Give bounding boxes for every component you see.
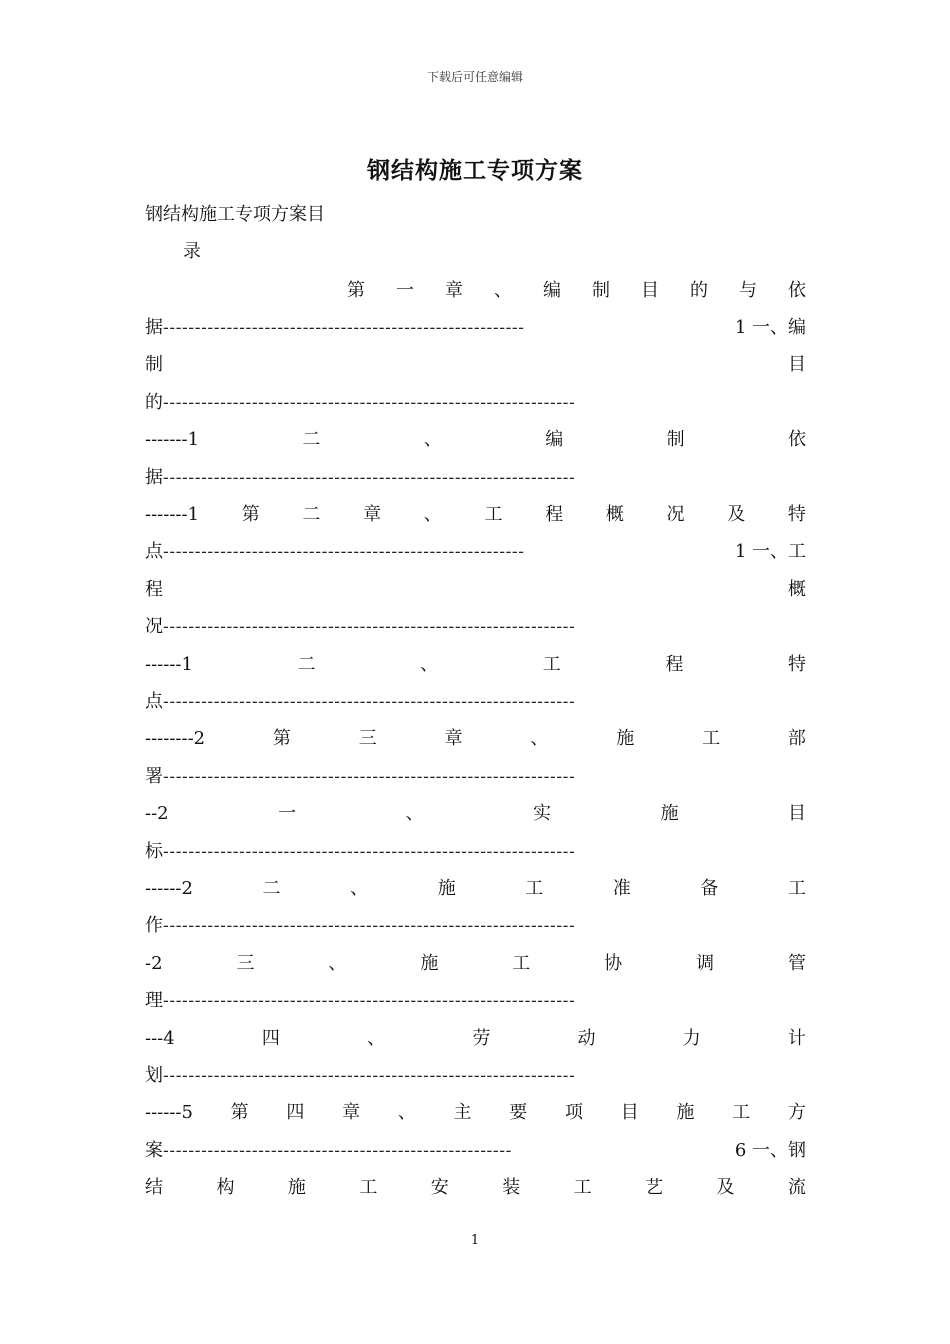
toc-line-start: 理 xyxy=(145,990,163,1012)
toc-segment: 的 xyxy=(690,279,708,301)
toc-line xyxy=(145,982,806,1019)
toc-segment: 依 xyxy=(787,429,806,451)
toc-leader-dashes: ------------------------------------------------------- xyxy=(163,1140,512,1161)
toc-segment: 工 xyxy=(573,1177,592,1199)
toc-line xyxy=(145,459,806,496)
toc-line xyxy=(145,1020,806,1057)
toc-segment: -------1 xyxy=(145,429,200,451)
toc-leader-dashes: --------------------------------------------------------- xyxy=(163,542,525,563)
toc-segment: 程 xyxy=(545,504,564,526)
toc-leader-dashes: ----------------------------------------------------------------- xyxy=(163,766,576,787)
toc-segment: 、 xyxy=(423,504,442,526)
toc-segment: ------1 xyxy=(145,653,193,675)
toc-line xyxy=(145,1095,806,1132)
toc-segment: 安 xyxy=(430,1177,449,1199)
page-header: 下载后可任意编辑 xyxy=(426,70,523,84)
toc-segment: 第 xyxy=(241,504,260,526)
toc-leader-dashes: ----------------------------------------------------------------- xyxy=(163,617,576,638)
toc-segment: 目 xyxy=(620,1102,639,1124)
toc-segment: 调 xyxy=(696,952,715,974)
toc-line xyxy=(145,272,806,309)
toc-segment: 编 xyxy=(545,429,564,451)
toc-segment: 项 xyxy=(564,1102,583,1124)
toc-segment: 艺 xyxy=(645,1177,664,1199)
toc-line-end: 1 一、编 xyxy=(734,317,806,339)
toc-segment: 概 xyxy=(788,578,806,600)
toc-segment: 工 xyxy=(525,877,544,899)
toc-line-start: 划 xyxy=(145,1064,163,1086)
toc-segment: 制 xyxy=(145,354,163,376)
toc-segment: 制 xyxy=(592,279,610,301)
toc-segment: 章 xyxy=(444,728,463,750)
toc-segment: 备 xyxy=(700,877,719,899)
toc-leader-dashes: ----------------------------------------------------------------- xyxy=(163,1065,576,1086)
toc-segment: --2 xyxy=(145,803,169,825)
toc-line-start: 点 xyxy=(145,690,163,712)
toc-line-start: 署 xyxy=(145,765,163,787)
toc-segment: 协 xyxy=(604,952,623,974)
toc-segment: -------1 xyxy=(145,504,200,526)
toc-segment: 方 xyxy=(787,1102,806,1124)
toc-segment: 构 xyxy=(216,1177,235,1199)
toc-segment: 工 xyxy=(542,653,561,675)
toc-line-end: 1 一、工 xyxy=(734,541,806,563)
toc-segment: ---4 xyxy=(145,1027,175,1049)
toc-segment: 劳 xyxy=(472,1027,491,1049)
toc-line xyxy=(145,758,806,795)
toc-line xyxy=(145,1057,806,1094)
toc-segment: 四 xyxy=(286,1102,305,1124)
toc-segment: 依 xyxy=(788,279,806,301)
toc-segment: 况 xyxy=(666,504,685,526)
toc-segment: 实 xyxy=(533,803,552,825)
toc-line xyxy=(145,609,806,646)
toc-segment: 章 xyxy=(445,279,463,301)
toc-line xyxy=(145,571,806,608)
toc-segment: 二 xyxy=(302,429,321,451)
toc-segment: 二 xyxy=(262,877,281,899)
toc-line-start: 案 xyxy=(145,1139,163,1161)
toc-segment: 、 xyxy=(405,803,424,825)
toc-line xyxy=(145,870,806,907)
toc-segment: 结 xyxy=(145,1177,163,1199)
toc-line xyxy=(145,384,806,421)
toc-segment: 概 xyxy=(605,504,624,526)
toc-segment: 三 xyxy=(236,952,255,974)
toc-segment: 制 xyxy=(666,429,685,451)
toc-segment: 第 xyxy=(272,728,291,750)
document-title: 钢结构施工专项方案 xyxy=(367,157,583,184)
toc-segment: 工 xyxy=(732,1102,751,1124)
toc-leader-dashes: ----------------------------------------------------------------- xyxy=(163,392,576,413)
toc-segment: 章 xyxy=(342,1102,361,1124)
toc-segment: 、 xyxy=(328,952,347,974)
toc-line-start: 作 xyxy=(145,915,163,937)
toc-segment: 、 xyxy=(367,1027,386,1049)
toc-segment: 、 xyxy=(397,1102,416,1124)
toc-line-start: 据 xyxy=(145,317,163,339)
toc-segment: 章 xyxy=(363,504,382,526)
toc-segment: 要 xyxy=(509,1102,528,1124)
toc-line xyxy=(145,496,806,533)
toc-segment: 及 xyxy=(716,1177,735,1199)
toc-leader-dashes: --------------------------------------------------------- xyxy=(163,318,525,339)
toc-segment: 、 xyxy=(420,653,439,675)
toc-line xyxy=(145,908,806,945)
toc-segment: 及 xyxy=(727,504,746,526)
toc-segment: --------2 xyxy=(145,728,206,750)
toc-segment: ------5 xyxy=(145,1102,193,1124)
toc-line-end: 6 一、钢 xyxy=(734,1139,806,1161)
table-of-contents xyxy=(145,272,806,1207)
toc-line-start: 的 xyxy=(145,391,163,413)
toc-line xyxy=(145,945,806,982)
toc-segment: 主 xyxy=(453,1102,472,1124)
toc-segment: 施 xyxy=(287,1177,306,1199)
toc-leader-dashes: ----------------------------------------------------------------- xyxy=(163,916,576,937)
toc-line-start: 据 xyxy=(145,466,163,488)
toc-line xyxy=(145,683,806,720)
page-number: 1 xyxy=(470,1233,480,1248)
toc-segment: 工 xyxy=(702,728,721,750)
toc-segment: 施 xyxy=(676,1102,695,1124)
toc-leader-dashes: ----------------------------------------------------------------- xyxy=(163,467,576,488)
toc-segment: 目 xyxy=(787,803,806,825)
toc-segment: 特 xyxy=(788,653,806,675)
toc-line xyxy=(145,1169,806,1206)
toc-line xyxy=(145,646,806,683)
toc-segment: 工 xyxy=(788,877,806,899)
toc-segment: 程 xyxy=(665,653,684,675)
toc-segment: 施 xyxy=(437,877,456,899)
toc-segment: 一 xyxy=(278,803,297,825)
toc-line-start: 况 xyxy=(145,616,163,638)
toc-segment: 、 xyxy=(530,728,549,750)
toc-segment: 二 xyxy=(297,653,316,675)
toc-line-start: 标 xyxy=(145,840,163,862)
toc-segment: 、 xyxy=(350,877,369,899)
toc-line xyxy=(145,347,806,384)
toc-line xyxy=(145,833,806,870)
toc-segment: 二 xyxy=(302,504,321,526)
toc-segment: 动 xyxy=(577,1027,596,1049)
toc-segment: 三 xyxy=(358,728,377,750)
toc-segment: 特 xyxy=(787,504,806,526)
toc-segment: -2 xyxy=(145,952,163,974)
toc-line xyxy=(145,422,806,459)
toc-leader-dashes: ----------------------------------------------------------------- xyxy=(163,841,576,862)
toc-segment: 目 xyxy=(641,279,659,301)
toc-segment: ------2 xyxy=(145,877,193,899)
toc-segment: 、 xyxy=(494,279,512,301)
toc-leader-dashes: ----------------------------------------------------------------- xyxy=(163,991,576,1012)
toc-segment: 工 xyxy=(484,504,503,526)
toc-segment: 计 xyxy=(787,1027,806,1049)
toc-leader-dashes: ----------------------------------------------------------------- xyxy=(163,691,576,712)
toc-segment: 装 xyxy=(502,1177,521,1199)
toc-segment: 程 xyxy=(145,578,163,600)
toc-segment: 一 xyxy=(396,279,414,301)
toc-line xyxy=(145,721,806,758)
toc-line xyxy=(145,1132,806,1169)
toc-heading-continued: 录 xyxy=(183,241,201,262)
toc-segment: 准 xyxy=(612,877,631,899)
toc-line xyxy=(145,795,806,832)
toc-segment: 流 xyxy=(787,1177,806,1199)
toc-segment: 编 xyxy=(543,279,561,301)
toc-heading: 钢结构施工专项方案目 xyxy=(145,204,325,225)
toc-segment: 施 xyxy=(616,728,635,750)
toc-segment: 第 xyxy=(230,1102,249,1124)
toc-segment: 部 xyxy=(787,728,806,750)
toc-segment: 与 xyxy=(739,279,757,301)
toc-segment: 管 xyxy=(788,952,806,974)
toc-line-start: 点 xyxy=(145,541,163,563)
toc-segment: 四 xyxy=(261,1027,280,1049)
toc-segment: 、 xyxy=(423,429,442,451)
toc-segment: 施 xyxy=(420,952,439,974)
toc-segment: 工 xyxy=(512,952,531,974)
toc-segment: 第 xyxy=(347,279,365,301)
toc-segment: 工 xyxy=(359,1177,378,1199)
toc-segment: 力 xyxy=(682,1027,701,1049)
toc-line xyxy=(145,534,806,571)
toc-segment: 目 xyxy=(788,354,806,376)
toc-segment: 施 xyxy=(660,803,679,825)
toc-line xyxy=(145,309,806,346)
